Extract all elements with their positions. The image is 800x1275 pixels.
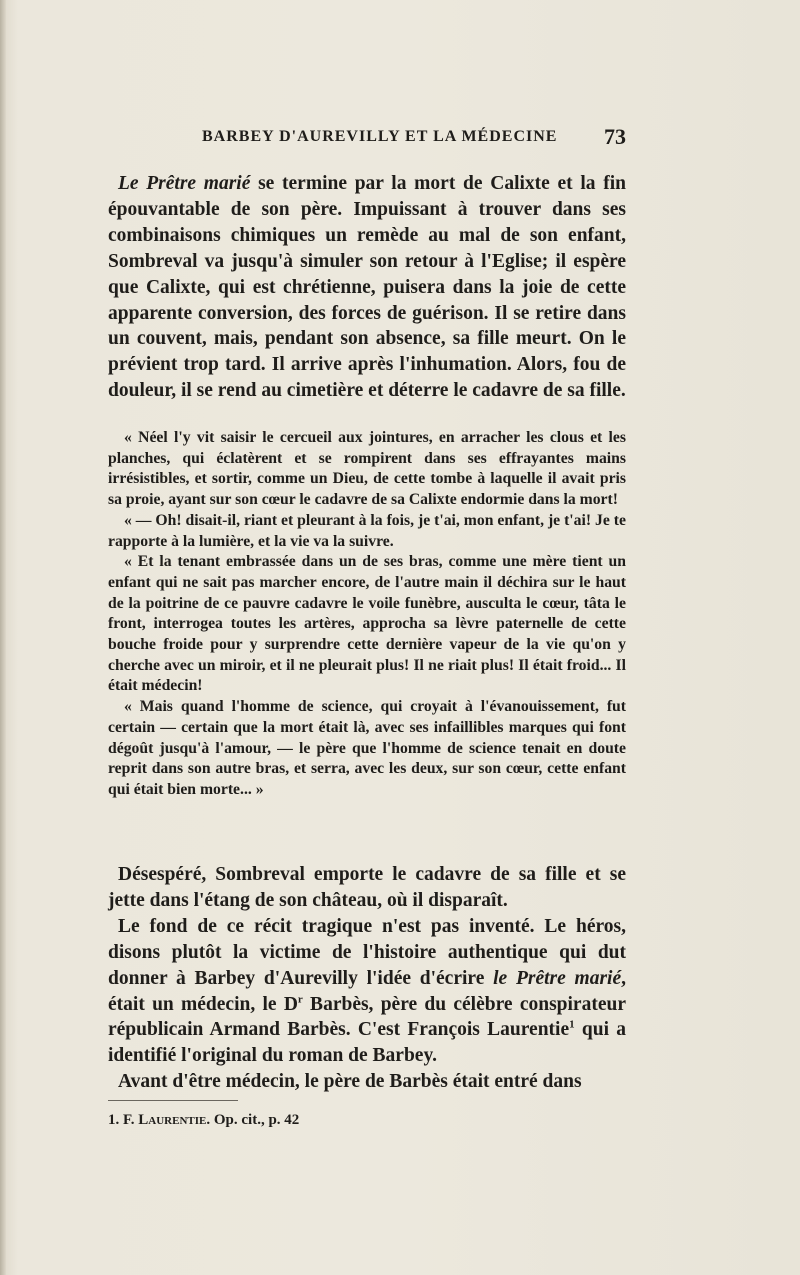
origin-text-end: Barbès, père du célèbre conspirateur républicain Armand Barbès. C'est François Laurentie <box>108 993 626 1041</box>
paragraph-despair: Désespéré, Sombreval emporte le cadavre de sa fille et se jette dans l'étang de son château, où il disparaît. <box>108 864 626 911</box>
block-quote <box>108 428 626 801</box>
page-edge-shadow <box>0 0 6 1275</box>
paragraph-intro-text: se termine par la mort de Calixte et la fin épouvantable de son père. Impuissant à trouver dans ses combinaisons chimiques un remède au mal de son enfant, Sombreval va jusqu'à simuler son retour à l'Eglise; il espère que Calixte, qui est chrétienne, puisera dans la joie de cette apparente conversion, des forces de guérison. Il se retire dans un couvent, mais, pendant son absence, sa fille meurt. On le prévient trop tard. Il arrive après l'inhumation. Alors, fou de douleur, il se rend au cimetière et déterre le cadavre de sa fille. <box>108 173 626 402</box>
quote-paragraph-3: « Et la tenant embrassée dans un de ses bras, comme une mère tient un enfant qui ne sait pas marcher encore, de l'autre main il déchira sur le haut de la poitrine de ce pauvre cadavre le voile funèbre, ausculta le cœur, tâta le front, interrogea toutes les artères, approcha sa lèvre paternelle de cette bouche froide pour y surprendre cette dernière vapeur de la vie qu'on y cherche avec un miroir, et il ne pleurait plus! Il ne riait plus! Il était froid... Il était médecin! <box>108 553 626 695</box>
footnote-ref: Op. cit., p. 42 <box>213 1112 300 1128</box>
footnote-number: 1. <box>108 1112 120 1128</box>
footnote-author: F. Laurentie. <box>123 1112 211 1128</box>
book-title-italic-2: le Prêtre marié <box>493 967 622 989</box>
quote-paragraph-1: « Néel l'y vit saisir le cercueil aux jointures, en arracher les clous et les planches, qui éclatèrent et se rompirent dans ses effrayantes mains irrésistibles, et sortir, comme un Dieu, de cette tombe à laquelle il avait pris sa proie, ayant sur son cœur le cadavre de sa Calixte endormie dans la mort! <box>108 429 626 509</box>
running-head <box>110 124 630 148</box>
paragraph-origin <box>108 914 626 1069</box>
page-number: 73 <box>604 124 626 149</box>
origin-text-mid: , était un médecin, le D <box>108 967 626 1015</box>
origin-text-tail: qui a identifié l'original du roman de Barbey. <box>108 1019 626 1067</box>
footnote-reference[interactable]: 1 <box>569 1018 575 1031</box>
footnote-divider <box>108 1100 238 1101</box>
paragraph-before-medicine: Avant d'être médecin, le père de Barbès était entré dans <box>118 1071 582 1093</box>
origin-text-start: Le fond de ce récit tragique n'est pas inventé. Le héros, disons plutôt la victime de l'histoire authentique qui dut donner à Barbey d'Aurevilly l'idée d'écrire <box>108 915 626 989</box>
quote-paragraph-2: « — Oh! disait-il, riant et pleurant à la fois, je t'ai, mon enfant, je t'ai! Je te rapporte à la lumière, et la vie va la suivre. <box>108 511 626 550</box>
dr-superscript: r <box>297 993 303 1006</box>
footnote <box>108 1112 626 1129</box>
paragraph-intro <box>108 171 626 404</box>
book-title-italic: Le Prêtre marié <box>118 173 251 194</box>
running-head-title: BARBEY D'AUREVILLY ET LA MÉDECINE <box>202 128 558 145</box>
body-continuation <box>108 862 626 1095</box>
quote-paragraph-4: « Mais quand l'homme de science, qui croyait à l'évanouissement, fut certain — certain que la mort était là, avec ses infaillibles marques qui font dégoût jusqu'à l'amour, — le père que l'homme de science tenait en doute reprit dans son autre bras, et serra, avec les deux, sur son cœur, cette enfant qui était bien morte... » <box>108 698 626 798</box>
